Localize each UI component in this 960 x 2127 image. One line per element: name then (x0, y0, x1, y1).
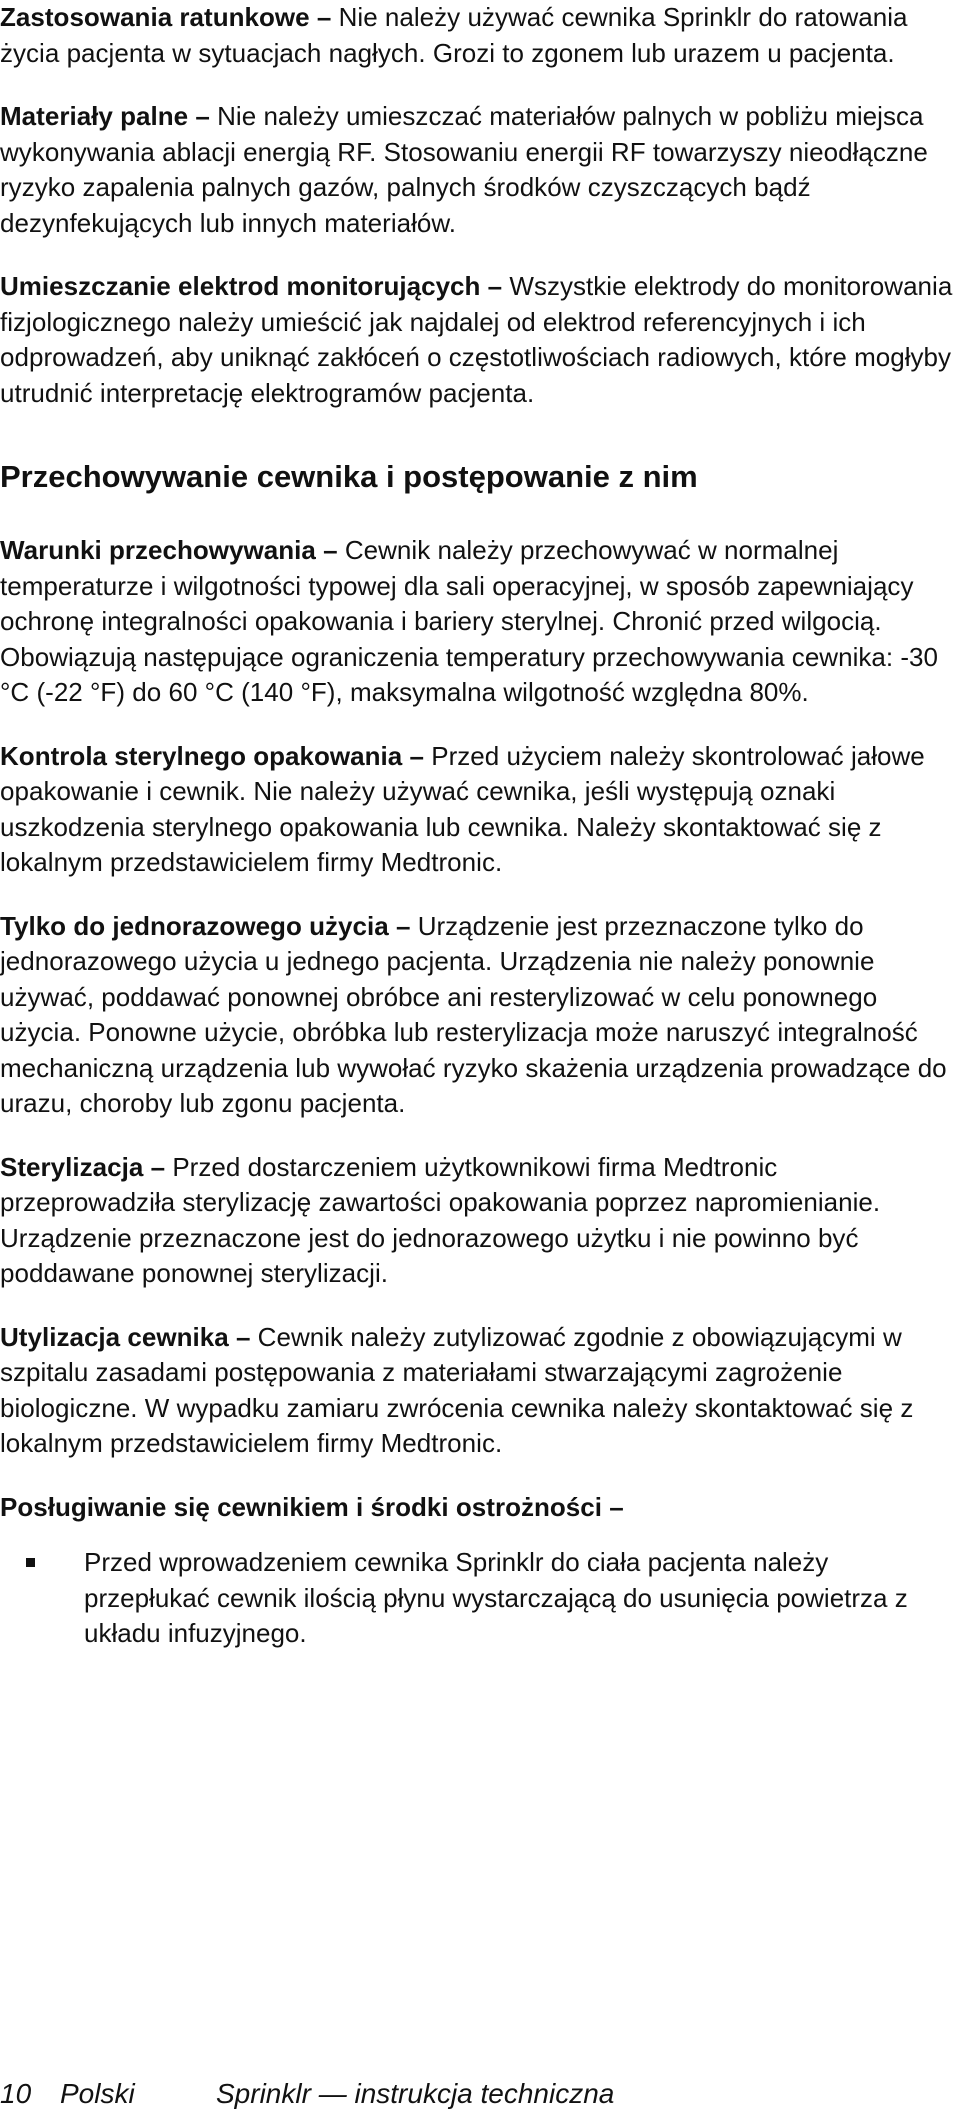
square-bullet-icon (26, 1558, 35, 1567)
paragraph-flammable-materials (0, 99, 958, 241)
list-item (0, 1545, 958, 1652)
paragraph-storage-conditions (0, 533, 958, 711)
term-handling-precautions: Posługiwanie się cewnikiem i środki ostrożności – (0, 1491, 624, 1522)
term-emergency-use: Zastosowania ratunkowe – (0, 2, 332, 32)
paragraph-sterile-package-check (0, 739, 958, 881)
paragraph-monitoring-electrodes (0, 269, 958, 411)
paragraph-sterilization (0, 1150, 958, 1292)
paragraph-emergency-use (0, 0, 958, 71)
term-single-use: Tylko do jednorazowego użycia – (0, 910, 411, 941)
term-sterilization: Sterylizacja – (0, 1151, 166, 1182)
paragraph-catheter-disposal (0, 1320, 958, 1462)
paragraph-single-use (0, 909, 958, 1122)
paragraph-handling-precautions (0, 1490, 958, 1526)
section-heading: Przechowywanie cewnika i postępowanie z nim (0, 459, 698, 494)
term-sterile-package-check: Kontrola sterylnego opakowania – (0, 740, 424, 771)
term-flammable-materials: Materiały palne – (0, 101, 210, 131)
footer-doc-title: Sprinklr — instrukcja techniczna (216, 2078, 615, 2109)
text-flammable-materials: Nie należy umieszczać materiałów palnych w pobliżu miejsca wykonywania ablacji energią RF. Stosowaniu energii RF towarzyszy nieodłączne ryzyko zapalenia palnych gazów, palnych środków czyszczących bądź dezynfekujących lub innych materiałów. (0, 101, 928, 238)
text-monitoring-electrodes: Wszystkie elektrody do monitorowania fizjologicznego należy umieścić jak najdalej od elektrod referencyjnych i ich odprowadzeń, aby uniknąć zakłóceń o częstotliwościach radiowych, które mogłyby utrudnić interpretację elektrogramów pacjenta. (0, 271, 953, 408)
text-sterilization: Przed dostarczeniem użytkownikowi firma Medtronic przeprowadziła sterylizację zawartości opakowania poprzez napromienianie. Urządzenie przeznaczone jest do jednorazowego użytku i nie powinno być poddawane ponownej sterylizacji. (0, 1151, 881, 1288)
page-number: 10 (0, 2078, 32, 2109)
text-catheter-disposal: Cewnik należy zutylizować zgodnie z obowiązującymi w szpitalu zasadami postępowania z materiałami stwarzającymi zagrożenie biologiczne. W wypadku zamiaru zwrócenia cewnika należy skontaktować się z lokalnym przedstawicielem firmy Medtronic. (0, 1321, 914, 1458)
page-footer (0, 2077, 614, 2111)
term-monitoring-electrodes: Umieszczanie elektrod monitorujących – (0, 271, 503, 301)
text-sterile-package-check: Przed użyciem należy skontrolować jałowe opakowanie i cewnik. Nie należy używać cewnika, jeśli występują oznaki uszkodzenia sterylnego opakowania lub cewnika. Należy skontaktować się z lokalnym przedstawicielem firmy Medtronic. (0, 740, 925, 877)
precautions-list (0, 1545, 958, 1652)
list-item-text: Przed wprowadzeniem cewnika Sprinklr do ciała pacjenta należy przepłukać cewnik ilością płynu wystarczającą do usunięcia powietrza z układu infuzyjnego. (84, 1547, 908, 1648)
term-storage-conditions: Warunki przechowywania – (0, 535, 338, 565)
term-catheter-disposal: Utylizacja cewnika – (0, 1321, 251, 1352)
text-emergency-use: Nie należy używać cewnika Sprinklr do ratowania życia pacjenta w sytuacjach nagłych. Grozi to zgonem lub urazem u pacjenta. (0, 2, 908, 68)
footer-language: Polski (60, 2078, 135, 2109)
text-single-use: Urządzenie jest przeznaczone tylko do jednorazowego użycia u jednego pacjenta. Urządzenia nie należy ponownie używać, poddawać ponownej obróbce ani resterylizować w celu ponownego użycia. Ponowne użycie, obróbka lub resterylizacja może naruszyć integralność mechaniczną urządzenia lub wywołać ryzyko skażenia urządzenia prowadzące do urazu, choroby lub zgonu pacjenta. (0, 910, 947, 1118)
text-storage-conditions: Cewnik należy przechowywać w normalnej temperaturze i wilgotności typowej dla sali operacyjnej, w sposób zapewniający ochronę integralności opakowania i bariery sterylnej. Chronić przed wilgocią. Obowiązują następujące ograniczenia temperatury przechowywania cewnika: -30 °C (-22 °F) do 60 °C (140 °F), maksymalna wilgotność względna 80%. (0, 535, 939, 707)
